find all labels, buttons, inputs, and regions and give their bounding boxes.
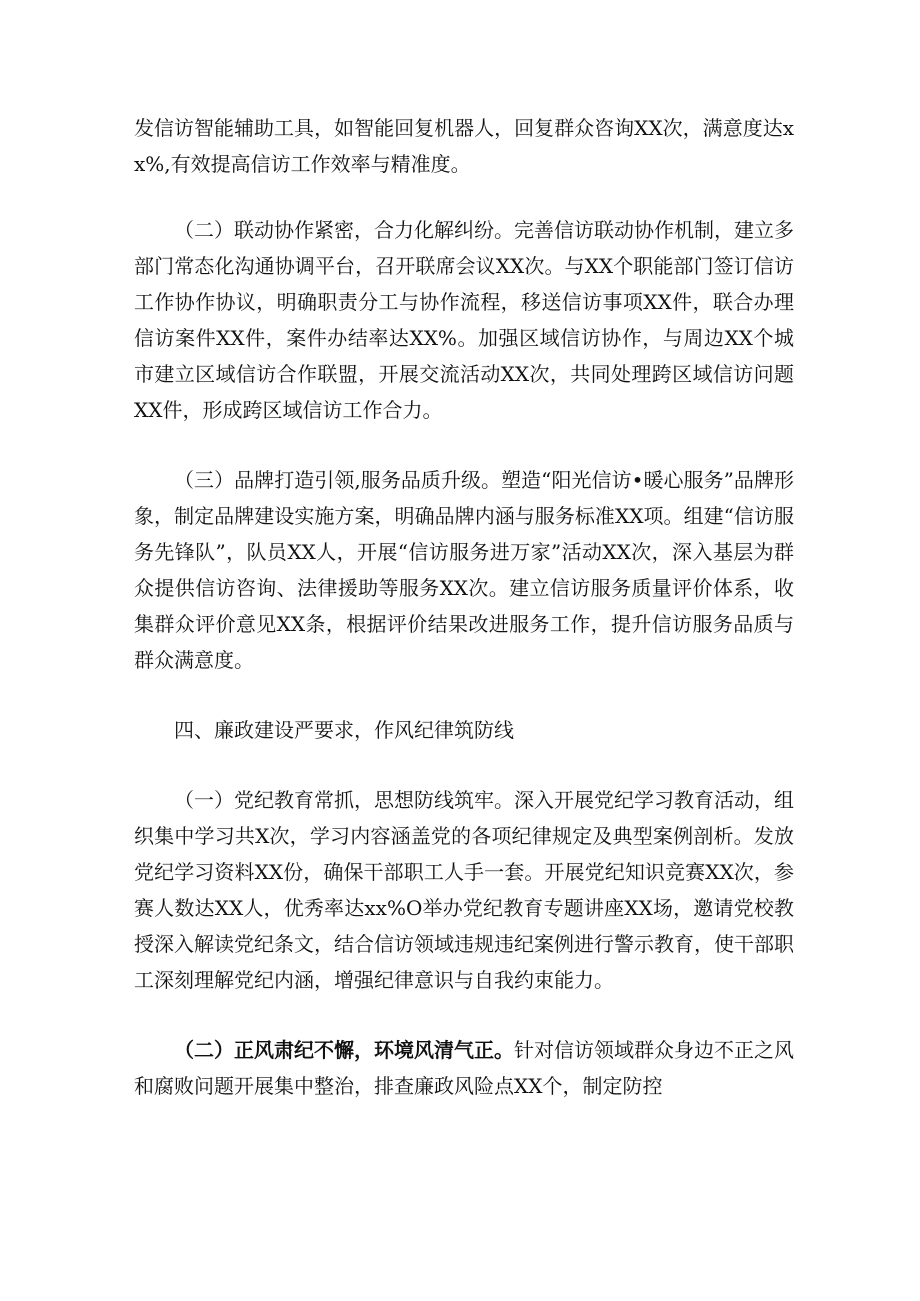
section-heading-integrity: 四、廉政建设严要求，作风纪律筑防线 [174,718,514,742]
paragraph-linkage-cooperation: （二）联动协作紧密，合力化解纠纷。完善信访联动协作机制，建立多部门常态化沟通协调平台，召开联席会议XX次。与XX个职能部门签订信访工作协作协议，明确职责分工与协作流程，移送信访事项XX件，联合办理信访案件XX件，案件办结率达XX%。加强区域信访协作，与周边XX个城市建立区域信访合作联盟，开展交流活动XX次，共同处理跨区域信访问题XX件，形成跨区域信访工作合力。 [134,218,794,422]
paragraph-continuation: 发信访智能辅助工具，如智能回复机器人，回复群众咨询XX次，满意度达xx%,有效提高信访工作效率与精准度。 [134,116,794,176]
document-body [134,110,794,1138]
paragraph-party-discipline: （一）党纪教育常抓，思想防线筑牢。深入开展党纪学习教育活动，组织集中学习共X次，学习内容涵盖党的各项纪律规定及典型案例剖析。发放党纪学习资料XX份，确保干部职工人手一套。开展党纪知识竞赛XX次，参赛人数达XX人，优秀率达xx%O举办党纪教育专题讲座XX场，邀请党校教授深入解读党纪条文，结合信访领域违规违纪案例进行警示教育，使干部职工深刻理解党纪内涵，增强纪律意识与自我约束能力。 [134,788,794,992]
paragraph-lead-bold: （二）正风肃纪不懈，环境风清气正。 [174,1038,514,1062]
paragraph-rectify-style [134,1032,794,1104]
paragraph-rest: 针对信访领域群众身边不正之风和腐败问题开展集中整治，排查廉政风险点XX个，制定防控 [134,1038,794,1098]
paragraph-brand-building: （三）品牌打造引领,服务品质升级。塑造“阳光信访•暖心服务”品牌形象，制定品牌建设实施方案，明确品牌内涵与服务标准XX项。组建“信访服务先锋队”，队员XX人，开展“信访服务进万家”活动XX次，深入基层为群众提供信访咨询、法律援助等服务XX次。建立信访服务质量评价体系，收集群众评价意见XX条，根据评价结果改进服务工作，提升信访服务品质与群众满意度。 [134,468,794,672]
